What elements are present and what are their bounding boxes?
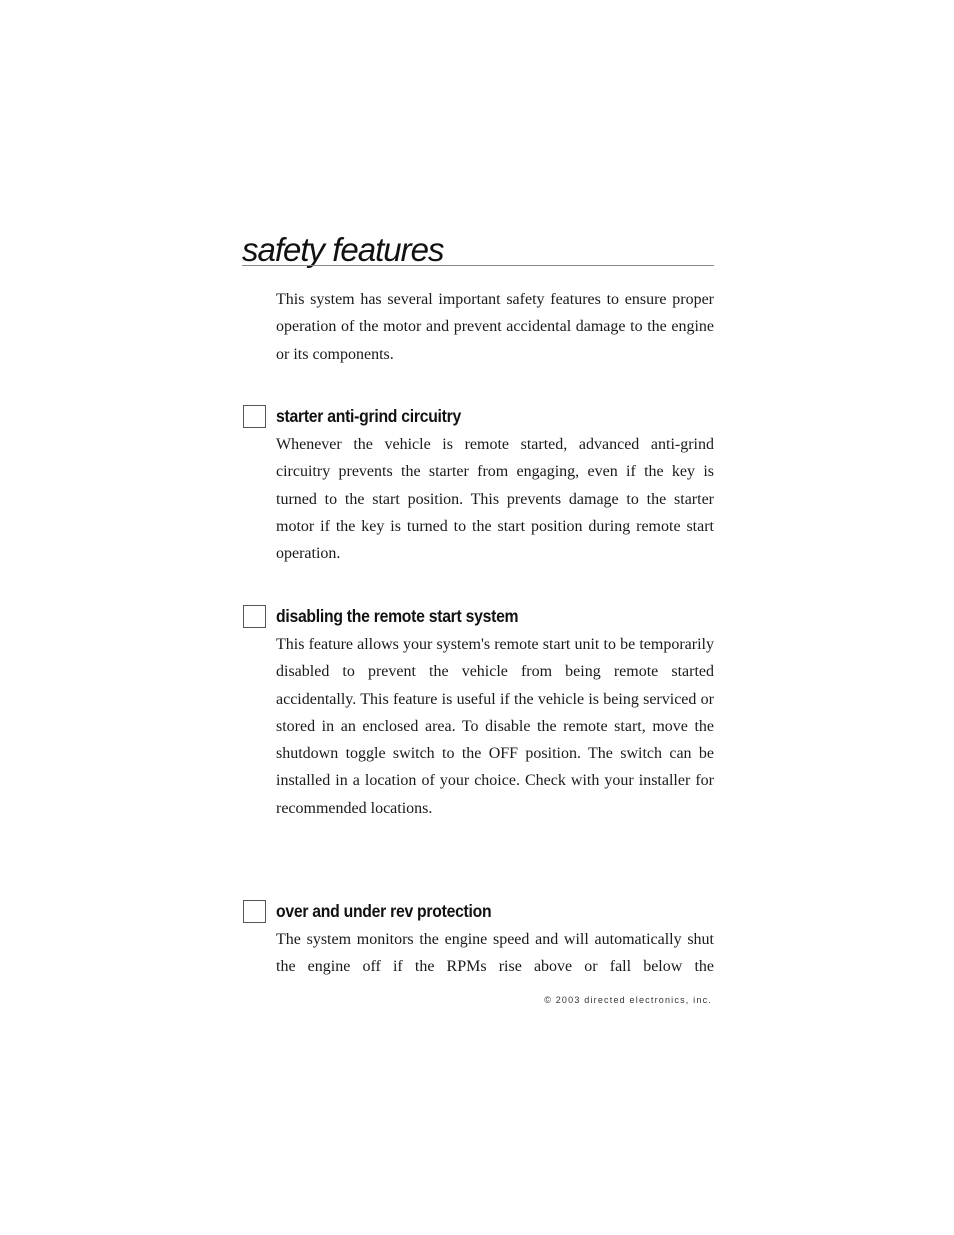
section-checkbox-disabling: [243, 605, 266, 628]
intro-paragraph: This system has several important safety features to ensure proper operation of the motor and prevent accidental damage to the engine or its components.: [276, 291, 714, 363]
section-checkbox-anti-grind: [243, 405, 266, 428]
footer-copyright: © 2003 directed electronics, inc.: [544, 995, 712, 1005]
section-body-anti-grind: Whenever the vehicle is remote started, advanced anti-grind circuitry prevents the starter from engaging, even if the key is turned to the start position. This prevents damage to the starter motor if the key is turned to the start position during remote start operation.: [276, 436, 714, 563]
section-heading-disabling: disabling the remote start system: [276, 606, 519, 626]
page-title: safety features: [242, 231, 444, 268]
title-divider: [242, 265, 714, 266]
section-body-rev-protection: The system monitors the engine speed and will automatically shut the engine off if the RPMs rise above or fall below the: [276, 931, 714, 976]
section-body-disabling: This feature allows your system's remote start unit to be temporarily disabled to prevent the vehicle from being remote started accidentally. This feature is useful if the vehicle is being serviced or stored in an enclosed area. To disable the remote start, move the shutdown toggle switch to the OFF position. The switch can be installed in a location of your choice. Check with your installer for recommended locations.: [276, 636, 714, 817]
section-heading-rev-protection: over and under rev protection: [276, 901, 492, 921]
section-heading-anti-grind: starter anti-grind circuitry: [276, 406, 461, 426]
section-checkbox-rev-protection: [243, 900, 266, 923]
